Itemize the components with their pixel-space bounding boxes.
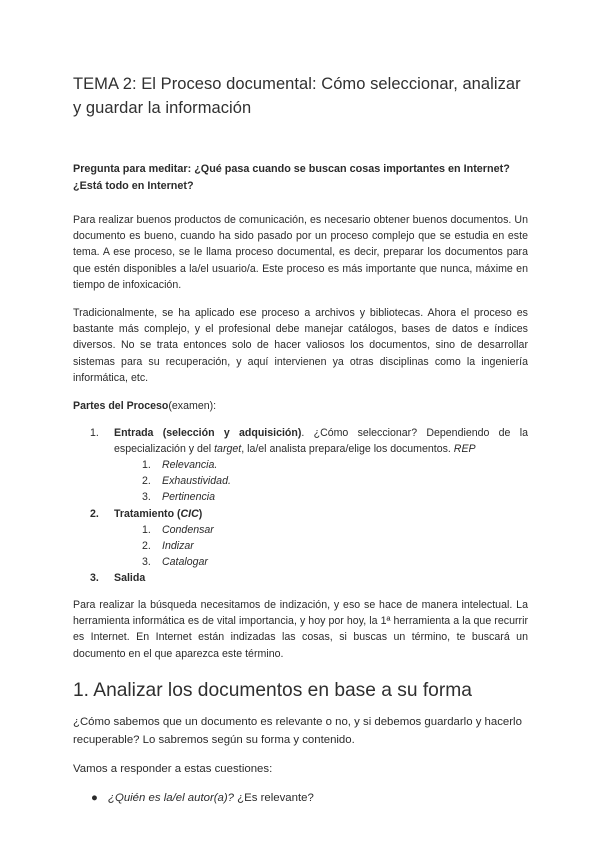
question-italic: ¿Quién es la/el autor(a)? — [108, 791, 234, 804]
process-parts-note: (examen): — [168, 400, 217, 413]
section-lead-questions: Vamos a responder a estas cuestiones: — [73, 762, 273, 775]
step-text: . ¿Cómo seleccionar? Dependiendo de la especialización y del — [114, 427, 528, 456]
item-number: 3. — [142, 555, 151, 568]
item-label: Indizar — [162, 539, 194, 552]
list-item — [142, 522, 528, 538]
list-item — [91, 789, 528, 807]
questions-list — [73, 789, 528, 807]
item-number: 1. — [142, 459, 151, 472]
step-number: 3. — [90, 571, 99, 584]
item-number: 2. — [142, 475, 151, 488]
item-label: Pertinencia — [162, 491, 215, 504]
step-title: Salida — [114, 571, 146, 584]
step-title: Entrada (selección y adquisición) — [114, 427, 302, 440]
step-title: Tratamiento ( — [114, 507, 181, 520]
item-number: 1. — [142, 523, 151, 536]
process-steps-list — [73, 425, 528, 586]
item-label: Exhaustividad. — [162, 475, 231, 488]
treatment-list — [114, 522, 528, 570]
item-label: Relevancia. — [162, 459, 218, 472]
list-item — [142, 473, 528, 489]
process-parts-heading — [73, 398, 528, 414]
step-salida — [90, 570, 528, 586]
section-heading: 1. Analizar los documentos en base a su forma — [73, 679, 472, 701]
bullet-icon: ● — [91, 791, 98, 804]
step-tratamiento — [90, 506, 528, 570]
page-title: TEMA 2: El Proceso documental: Cómo seleccionar, analizar y guardar la información — [73, 75, 521, 117]
criteria-list — [114, 457, 528, 505]
step-target-term: target — [214, 443, 242, 456]
indexing-paragraph: Para realizar la búsqueda necesitamos de indización, y eso se hace de manera intelectual. La herramienta informática es de vital importancia, y hoy por hoy, la 1ª herramienta a la que recurrir es Internet. En Internet están indizadas las cosas, si buscas un término, te buscará un documento en el que aparezca este término. — [73, 598, 528, 660]
reflection-question: Pregunta para meditar: ¿Qué pasa cuando se buscan cosas importantes en Internet? ¿Está todo en Internet? — [73, 163, 510, 192]
intro-paragraph: Para realizar buenos productos de comunicación, es necesario obtener buenos documentos. Un documento es bueno, cuando ha sido pasado por un proceso complejo que se estudia en este tema. A ese proceso, se le llama proceso documental, es decir, preparar los documentos para que estén disponibles a la/el usuario/a. Este proceso es más importante que nunca, máxime en tiempo de infoxicación. — [73, 214, 528, 291]
list-item — [142, 554, 528, 570]
section-lead: ¿Cómo sabemos que un documento es relevante o no, y si debemos guardarlo y hacerlo recuperable? Lo sabremos según su forma y contenido. — [73, 715, 522, 746]
item-number: 3. — [142, 491, 151, 504]
item-label: Condensar — [162, 523, 214, 536]
question-rest: ¿Es relevante? — [234, 791, 314, 804]
step-title-end: ) — [198, 507, 203, 520]
step-number: 1. — [90, 427, 99, 440]
step-rep-acronym: REP — [453, 443, 476, 456]
item-label: Catalogar — [162, 555, 208, 568]
step-number: 2. — [90, 507, 99, 520]
step-entrada — [90, 425, 528, 505]
list-item — [142, 489, 528, 505]
tradition-paragraph: Tradicionalmente, se ha aplicado ese proceso a archivos y bibliotecas. Ahora el proceso es bastante más complejo, y el profesional debe manejar catálogos, bases de datos e índices diversos. No se trata entonces solo de hacer valiosos los documentos, sino de desarrollar sistemas para su recuperación, y aquí intervienen ya otras disciplinas como la ingeniería informática, etc. — [73, 307, 528, 384]
list-item — [142, 538, 528, 554]
list-item — [142, 457, 528, 473]
item-number: 2. — [142, 539, 151, 552]
step-text: , la/el analista prepara/elige los documentos. — [241, 443, 454, 456]
step-cic-acronym: CIC — [180, 507, 199, 520]
process-parts-label: Partes del Proceso — [73, 400, 169, 413]
